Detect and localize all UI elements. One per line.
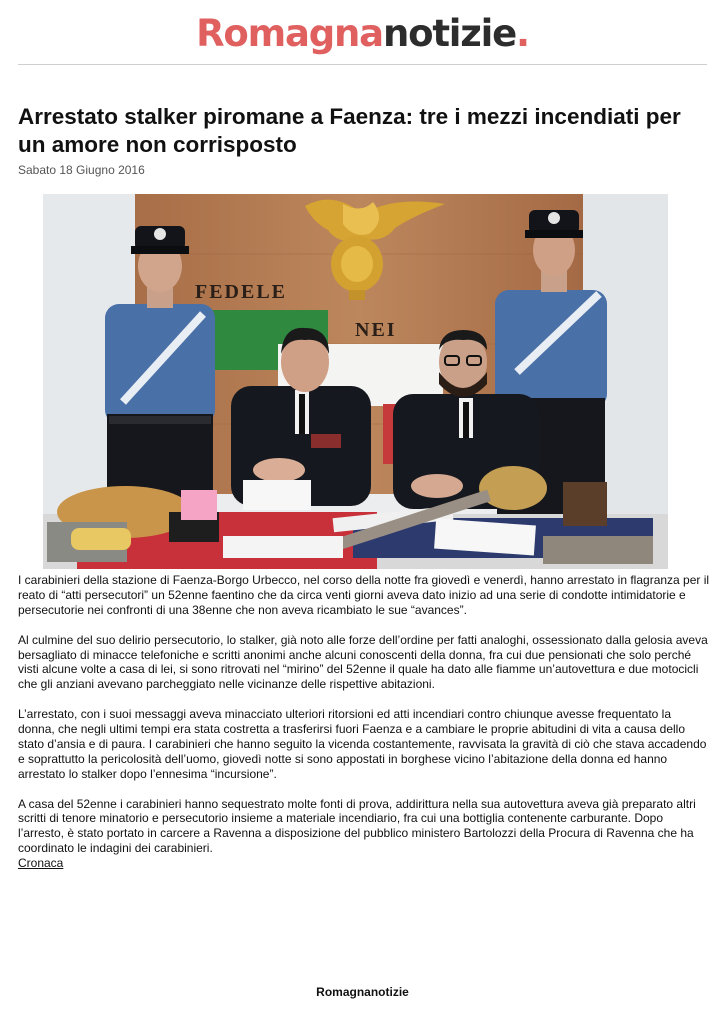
category-link-cronaca[interactable]: Cronaca (18, 856, 64, 871)
logo-part-notizie: notizie (382, 12, 516, 55)
wall-lettering-fedele: FEDELE (195, 281, 288, 303)
article-title: Arrestato stalker piromane a Faenza: tre i mezzi incendiati per un amore non corrisposto (18, 104, 681, 157)
masthead (0, 12, 725, 56)
logo-dot: . (516, 12, 529, 55)
press-conference-illustration (43, 194, 668, 569)
article-paragraph-2: Al culmine del suo delirio persecutorio, lo stalker, già noto alle forze dell’ordine per fatti analoghi, ossessionato dalla gelosia aveva bersagliato di minacce telefoniche e scritti anonimi anche alcuni conoscenti della donna, fra cui due pensionati che solo perché visti alcune volte a casa di lei, si sono ritrovati nel “mirino” del 52enne il quale ha dato alle fiamme un’autovettura e due motocicli che gli anziani avevano parcheggiato nelle vicinanze delle rispettive abitazioni. (18, 632, 708, 692)
article-date: Sabato 18 Giugno 2016 (18, 163, 145, 177)
header-divider (18, 64, 707, 65)
logo-part-romagna: Romagna (196, 12, 383, 55)
article-paragraph-4: A casa del 52enne i carabinieri hanno sequestrato molte fonti di prova, addirittura nella sua autovettura aveva già preparato altri scritti di tenore minatorio e persecutorio insieme a materiale incendiario, fra cui una bottiglia contenente carburante. Dopo l’arresto, è stato portato in carcere a Ravenna a disposizione del pubblico ministero Bartolozzi della Procura di Ravenna che ha coordinato le indagini dei carabinieri. (18, 796, 696, 856)
article-body (18, 573, 710, 871)
wall-lettering-nei: NEI (355, 319, 397, 341)
article-photo (43, 194, 668, 569)
site-logo[interactable] (196, 12, 529, 56)
article-paragraph-3: L’arrestato, con i suoi messaggi aveva minacciato ulteriori ritorsioni ed atti incendiari contro chiunque avesse frequentato la donna, che negli ultimi tempi era stata costretta a trasferirsi fuori Faenza e a cambiare le proprie abitudini di vita a causa dello stato d’ansia e di paura. I carabinieri che hanno seguito la vicenda costantemente, ravvisata la gravità di ciò che stava accadendo e soprattutto la pericolosità dell’uomo, giovedì notte si sono appostati in borghese vicino l’abitazione della donna ed hanno arrestato lo stalker dopo l’ennesima “incursione”. (18, 707, 707, 781)
article-paragraph-1: I carabinieri della stazione di Faenza-Borgo Urbecco, nel corso della notte fra giovedì e venerdì, hanno arrestato in flagranza per il reato di “atti persecutori” un 52enne faentino che da circa venti giorni aveva dato inizio ad una serie di condotte intimidatorie e persecutorie nei confronti di una 38enne che non aveva ricambiato le sue “avances”. (18, 573, 710, 617)
footer-site-name: Romagnanotizie (316, 985, 409, 999)
